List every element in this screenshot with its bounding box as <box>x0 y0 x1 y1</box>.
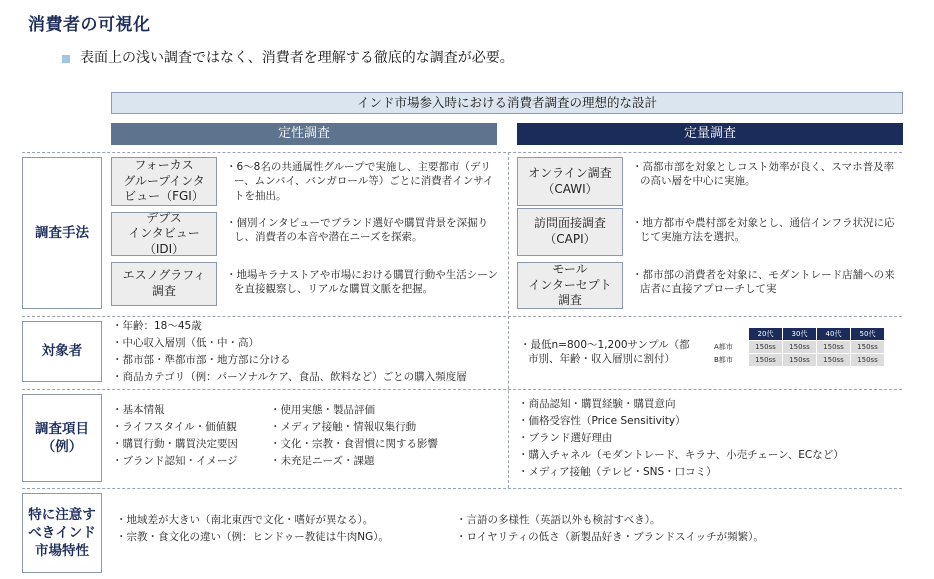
method-fgi-desc <box>226 160 500 203</box>
list-item-text: ブランド選好理由 <box>528 432 613 444</box>
method-mall-desc <box>632 268 898 297</box>
list-item: ・言語の多様性（英語以外も検討すべき）。 <box>456 514 661 526</box>
desc-text: ・高都市部を対象としコスト効率が良く、スマホ普及率の高い層を中心に実施。 <box>632 161 895 188</box>
row-divider <box>22 389 902 390</box>
method-cawi: オンライン調査 （CAWI） <box>517 157 623 206</box>
row-label-methods: 調査手法 <box>22 157 102 309</box>
method-cawi-desc <box>632 160 898 189</box>
method-capi: 訪問面接調査 （CAPI） <box>517 208 623 256</box>
table-header: 30代 <box>783 328 816 340</box>
list-item: ・都市部・準都市部・地方部に分ける <box>112 354 291 366</box>
list-item: ・メディア接触・情報収集行動 <box>270 421 417 433</box>
list-item-text: ブランド認知・イメージ <box>122 455 238 467</box>
method-idi: デプス インタビュー（IDI） <box>111 212 217 256</box>
design-banner: インド市場参入時における消費者調査の理想的な設計 <box>111 92 903 114</box>
table-cell: 150ss <box>817 354 850 366</box>
method-mall-intercept: モール インターセプト 調査 <box>517 262 623 309</box>
list-item: ・最低n=800～1,200サンプル（都市別、年齢・収入層別に割付） <box>520 339 690 366</box>
target-quantitative-text <box>520 338 700 367</box>
list-item-text: 価格受容性（Price Sensitivity） <box>528 415 686 427</box>
list-item-text: 言語の多様性（英語以外も検討すべき）。 <box>466 514 661 526</box>
list-item-text: 年齢：18～45歳 <box>122 320 202 332</box>
list-item-text: 宗教・食文化の違い（例：ヒンドゥー教徒は牛肉NG）。 <box>126 531 389 543</box>
table-cell: 150ss <box>749 354 782 366</box>
list-item-text: 商品認知・購買経験・購買意向 <box>528 398 676 410</box>
method-idi-desc <box>226 216 500 245</box>
list-item-text: 最低n=800～1,200サンプル（都市別、年齢・収入層別に割付） <box>528 339 690 366</box>
qualitative-header: 定性調査 <box>111 123 497 145</box>
list-item-text: 商品カテゴリ（例：パーソナルケア、食品、飲料など）ごとの購入頻度層 <box>122 371 467 383</box>
list-item-text: 基本情報 <box>122 404 165 416</box>
row-label-items: 調査項目 （例） <box>22 394 102 482</box>
table-row <box>714 341 884 353</box>
list-item: ・ブランド認知・イメージ <box>112 455 238 467</box>
table-cell: 150ss <box>851 354 884 366</box>
square-bullet-icon <box>62 55 70 63</box>
row-label-target: 対象者 <box>22 321 102 382</box>
method-fgi: フォーカス グループインタ ビュー（FGI） <box>111 157 217 206</box>
desc-text: ・地場キラナストアや市場における購買行動や生活シーンを直接観察し、リアルな購買文脈を把握。 <box>226 269 499 296</box>
table-header: 20代 <box>749 328 782 340</box>
list-item: ・メディア接触（テレビ・SNS・口コミ） <box>518 466 717 478</box>
sample-allocation-table <box>713 327 885 367</box>
items-qualitative-left <box>112 402 270 470</box>
table-corner <box>714 328 748 340</box>
list-item-text: メディア接触・情報収集行動 <box>280 421 417 433</box>
list-item-text: 地域差が大きい（南北東西で文化・嗜好が異なる）。 <box>126 514 374 526</box>
list-item: ・購買行動・購買決定要因 <box>112 438 238 450</box>
list-item-text: ライフスタイル・価値観 <box>122 421 237 433</box>
list-item-text: 購買行動・購買決定要因 <box>122 438 238 450</box>
desc-text: ・都市部の消費者を対象に、モダントレード店舗への来店者に直接アプローチして実 <box>632 269 895 296</box>
list-item: ・宗教・食文化の違い（例：ヒンドゥー教徒は牛肉NG）。 <box>116 531 389 543</box>
table-cell: 150ss <box>749 341 782 353</box>
page-title: 消費者の可視化 <box>28 15 151 35</box>
row-divider <box>22 488 902 489</box>
list-item: ・ロイヤリティの低さ（新製品好き・ブランドスイッチが頻繁）。 <box>456 531 764 543</box>
items-qualitative-right <box>270 402 505 470</box>
table-cell: 150ss <box>817 341 850 353</box>
list-item-text: 中心収入層別（低・中・高） <box>122 337 259 349</box>
list-item-text: 未充足ニーズ・課題 <box>280 455 375 467</box>
market-left-list <box>116 512 456 546</box>
list-item: ・ブランド選好理由 <box>518 432 613 444</box>
page-subtitle: 表面上の浅い調査ではなく、消費者を理解する徹底的な調査が必要。 <box>80 50 514 66</box>
quantitative-header: 定量調査 <box>517 123 903 145</box>
list-item-text: 購入チャネル（モダントレード、キラナ、小売チェーン、ECなど） <box>528 449 844 461</box>
list-item: ・価格受容性（Price Sensitivity） <box>518 415 686 427</box>
table-cell: 150ss <box>783 354 816 366</box>
desc-text-value: 個別インタビューでブランド選好や購買背景を深掘りし、消費者の本音や潜在ニーズを探索。 <box>234 217 489 244</box>
row-divider <box>22 316 902 317</box>
list-item: ・中心収入層別（低・中・高） <box>112 337 259 349</box>
row-label-market: 特に注意す べきインド 市場特性 <box>22 493 102 573</box>
method-ethnography: エスノグラフィ 調査 <box>111 262 217 306</box>
desc-text: ・個別インタビューでブランド選好や購買背景を深掘りし、消費者の本音や潜在ニーズを探索。 <box>226 217 489 244</box>
list-item: ・未充足ニーズ・課題 <box>270 455 375 467</box>
desc-text-value: 6～8名の共通属性グループで実施し、主要都市（デリー、ムンバイ、バンガロール等）ごとに消費者インサイトを抽出。 <box>234 161 494 202</box>
list-item: ・商品認知・購買経験・購買意向 <box>518 398 676 410</box>
table-header-row <box>714 328 884 340</box>
desc-text: ・地方都市や農村部を対象とし、通信インフラ状況に応じて実施方法を選択。 <box>632 217 895 244</box>
desc-text-value: 高都市部を対象としコスト効率が良く、スマホ普及率の高い層を中心に実施。 <box>640 161 895 188</box>
target-qualitative-list <box>112 318 502 386</box>
list-item-text: 都市部・準都市部・地方部に分ける <box>122 354 291 366</box>
list-item: ・基本情報 <box>112 404 165 416</box>
list-item-text: 文化・宗教・食習慣に関する影響 <box>280 438 438 450</box>
list-item: ・商品カテゴリ（例：パーソナルケア、食品、飲料など）ごとの購入頻度層 <box>112 371 467 383</box>
column-divider <box>508 152 509 488</box>
list-item-text: メディア接触（テレビ・SNS・口コミ） <box>528 466 717 478</box>
list-item: ・文化・宗教・食習慣に関する影響 <box>270 438 438 450</box>
list-item: ・ライフスタイル・価値観 <box>112 421 237 433</box>
market-right-list <box>456 512 902 546</box>
list-item: ・地域差が大きい（南北東西で文化・嗜好が異なる）。 <box>116 514 374 526</box>
table-cell: 150ss <box>851 341 884 353</box>
table-row-label: B都市 <box>714 354 748 366</box>
desc-text-value: 地場キラナストアや市場における購買行動や生活シーンを直接観察し、リアルな購買文脈を把握。 <box>234 269 499 296</box>
table-row <box>714 354 884 366</box>
method-capi-desc <box>632 216 898 245</box>
method-ethnography-desc <box>226 268 500 297</box>
list-item: ・使用実態・製品評価 <box>270 404 375 416</box>
table-row-label: A都市 <box>714 341 748 353</box>
list-item-text: 使用実態・製品評価 <box>280 404 375 416</box>
table-header: 50代 <box>851 328 884 340</box>
desc-text-value: 地方都市や農村部を対象とし、通信インフラ状況に応じて実施方法を選択。 <box>640 217 895 244</box>
table-cell: 150ss <box>783 341 816 353</box>
desc-text: ・6～8名の共通属性グループで実施し、主要都市（デリー、ムンバイ、バンガロール等）ごとに消費者インサイトを抽出。 <box>226 161 494 202</box>
list-item: ・購入チャネル（モダントレード、キラナ、小売チェーン、ECなど） <box>518 449 844 461</box>
row-divider <box>22 152 902 153</box>
table-header: 40代 <box>817 328 850 340</box>
items-quantitative-list <box>518 396 902 481</box>
list-item-text: ロイヤリティの低さ（新製品好き・ブランドスイッチが頻繁）。 <box>466 531 764 543</box>
desc-text-value: 都市部の消費者を対象に、モダントレード店舗への来店者に直接アプローチして実 <box>640 269 895 296</box>
list-item: ・年齢：18～45歳 <box>112 320 202 332</box>
